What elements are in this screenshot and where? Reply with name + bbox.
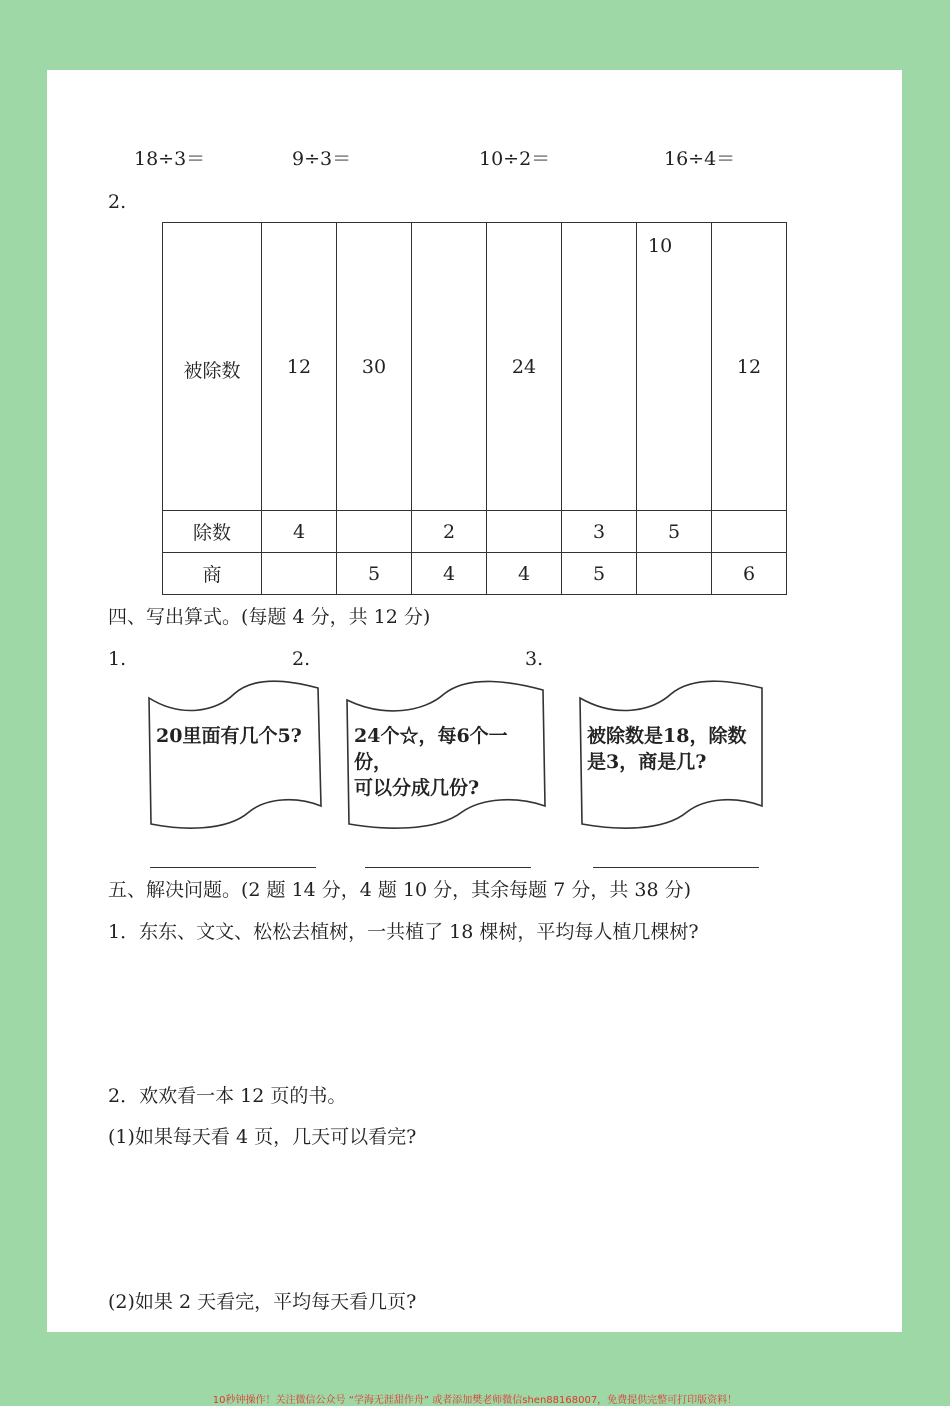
- dividend-cell-6: 10: [637, 223, 712, 511]
- scroll-text-3: 被除数是18，除数 是3，商是几?: [587, 725, 747, 773]
- problem-2-part-2: (2)如果 2 天看完，平均每天看几页?: [108, 1291, 417, 1313]
- equation-3: 10÷2＝: [479, 148, 551, 170]
- equation-1: 18÷3＝: [134, 148, 206, 170]
- section-4-number-3: 3.: [525, 648, 544, 670]
- dividend-cell-1: 12: [262, 223, 337, 511]
- quotient-cell-3: 4: [412, 553, 487, 595]
- quotient-cell-2: 5: [337, 553, 412, 595]
- scroll-shape-icon: [146, 680, 326, 830]
- quotient-row: [163, 553, 787, 595]
- section-4-number-2: 2.: [292, 648, 311, 670]
- divisor-cell-1: 4: [262, 511, 337, 553]
- worksheet-page: [47, 70, 902, 1332]
- problem-2-part-1: (1)如果每天看 4 页，几天可以看完?: [108, 1126, 417, 1148]
- divisor-cell-2: [337, 511, 412, 553]
- quotient-cell-1: [262, 553, 337, 595]
- dividend-cell-7: 12: [712, 223, 787, 511]
- scroll-card-2: [344, 680, 549, 830]
- scroll-card-3: [577, 680, 767, 830]
- dividend-cell-2: 30: [337, 223, 412, 511]
- question-2-number: 2.: [108, 191, 127, 213]
- division-table: [162, 222, 787, 595]
- scroll-text-1: 20里面有几个5?: [156, 725, 302, 747]
- equation-4: 16÷4＝: [664, 148, 736, 170]
- quotient-cell-7: 6: [712, 553, 787, 595]
- row-label-quotient: 商: [163, 553, 262, 595]
- divisor-cell-7: [712, 511, 787, 553]
- scroll-text-2: 24个☆，每6个一份， 可以分成几份?: [354, 725, 508, 799]
- divisor-row: [163, 511, 787, 553]
- section-4-number-1: 1.: [108, 648, 127, 670]
- answer-line-3[interactable]: [593, 867, 759, 868]
- divisor-cell-4: [487, 511, 562, 553]
- problem-1: 1．东东、文文、松松去植树，一共植了 18 棵树，平均每人植几棵树?: [108, 921, 699, 943]
- section-5-title: 五、解决问题。(2 题 14 分，4 题 10 分，其余每题 7 分，共 38 分): [108, 879, 692, 901]
- divisor-cell-3: 2: [412, 511, 487, 553]
- dividend-cell-3: [412, 223, 487, 511]
- section-4-title: 四、写出算式。(每题 4 分，共 12 分): [108, 606, 431, 628]
- row-label-divisor: 除数: [163, 511, 262, 553]
- dividend-cell-5: [562, 223, 637, 511]
- problem-2: 2．欢欢看一本 12 页的书。: [108, 1085, 347, 1107]
- answer-line-2[interactable]: [365, 867, 531, 868]
- row-label-dividend: 被除数: [163, 223, 262, 511]
- dividend-cell-4: 24: [487, 223, 562, 511]
- divisor-cell-5: 3: [562, 511, 637, 553]
- footer-note: 10秒钟操作！关注微信公众号 “学海无涯甜作舟” 或者添加樊老师微信shen88168007，免费提供完整可打印版资料！: [212, 1395, 738, 1406]
- divisor-cell-6: 5: [637, 511, 712, 553]
- quotient-cell-6: [637, 553, 712, 595]
- answer-line-1[interactable]: [150, 867, 316, 868]
- equation-2: 9÷3＝: [292, 148, 352, 170]
- quotient-cell-5: 5: [562, 553, 637, 595]
- quotient-cell-4: 4: [487, 553, 562, 595]
- dividend-row: [163, 223, 787, 511]
- scroll-card-1: [146, 680, 326, 830]
